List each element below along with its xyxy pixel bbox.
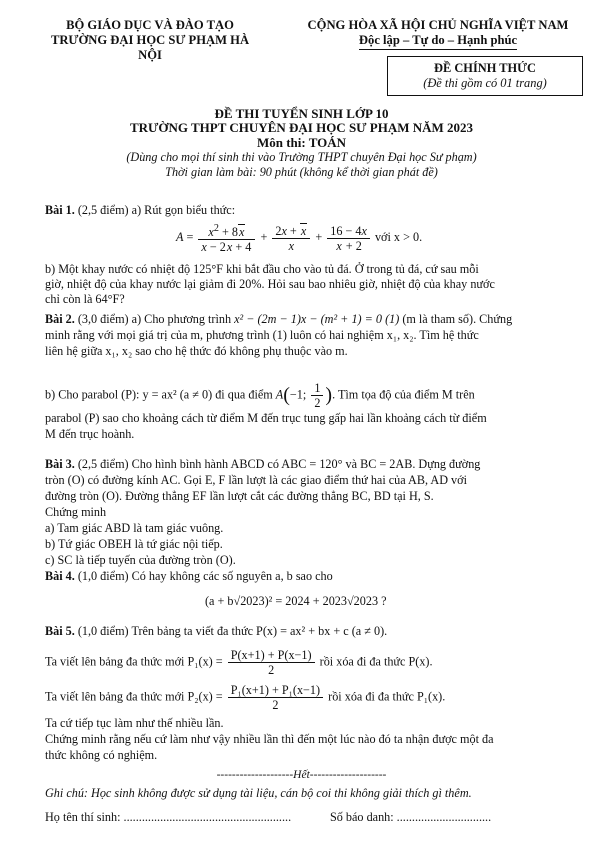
header-right [288,18,588,50]
bai2-line1: Bài 2. (3,0 điểm) a) Cho phương trình x² − (2m − 1)x − (m² + 1) = 0 (1) (m là tham số). Chứng [45,312,513,326]
bai4-equation: (a + b√2023)² = 2024 + 2023√2023 ? [205,594,387,608]
bai5-line6: thức không có nghiệm. [45,748,158,762]
exam-subject: Môn thi: TOÁN [256,135,347,150]
candidate-number-field: Số báo danh: ............................... [330,810,492,824]
exam-title-1: ĐỀ THI TUYỂN SINH LỚP 10 [214,106,389,121]
bai1-expression: A = $\frac{x^2 + 8x}{x - 2x + 4}$ + $\frac{2x + x}{x}$ + $\frac{16 - 4x}{x + 2}$ với x > 0. [176,223,423,255]
bai4-label: Bài 4. [45,569,75,583]
footer-note: Ghi chú: Học sinh không được sử dụng tài liệu, cán bộ coi thi không giải thích gì thêm. [45,786,472,800]
bai1-condition: với x > 0. [374,229,423,244]
bai3-line3: đường tròn (O). Đường thẳng EF lần lượt cắt các đường thẳng BC, BD tại H, S. [45,489,434,503]
republic: CỘNG HÒA XÃ HỘI CHỦ NGHĨA VIỆT NAM [307,18,569,32]
university: TRƯỜNG ĐẠI HỌC SƯ PHẠM HÀ NỘI [50,33,250,62]
bai2-line3: liên hệ giữa x₁, x₂ sao cho hệ thức đó không phụ thuộc vào m. [45,344,348,358]
motto: Độc lập – Tự do – Hạnh phúc [359,33,517,50]
bai3-line4: Chứng minh [45,505,107,519]
bai5-line3: Ta viết lên bảng đa thức mới P₂(x) = $\frac{\text{P₁(x+1) + P₁(x−1)}}{2}$ rồi xóa đi đa thức P₁(x). [45,683,446,712]
end-marker: --------------------Hết-------------------- [216,769,387,781]
header-left [40,18,260,63]
bai1-label: Bài 1. [45,203,75,217]
page-note: (Đề thi gồm có 01 trang) [423,76,547,90]
bai1-b-line2: giờ, nhiệt độ của khay nước lại giảm đi 20%. Hỏi sau bao nhiêu giờ, nhiệt độ của khay nước [45,277,495,291]
exam-scope: (Dùng cho mọi thí sinh thi vào Trường THPT chuyên Đại học Sư phạm) [126,150,477,164]
bai5-line4: Ta cứ tiếp tục làm như thế nhiều lần. [45,716,224,730]
bai3-line1: Bài 3. (2,5 điểm) Cho hình bình hành ABCD có ABC = 120° và BC = 2AB. Dựng đường [45,457,481,471]
bai3-b: b) Tứ giác OBEH là tứ giác nội tiếp. [45,537,223,551]
bai1-line1: Bài 1. (2,5 điểm) a) Rút gọn biểu thức: [45,203,236,217]
bai1-b-line3: chỉ còn là 64°F? [45,292,125,306]
ministry: BỘ GIÁO DỤC VÀ ĐÀO TẠO [66,18,234,32]
bai2-label: Bài 2. [45,312,75,326]
bai3-a: a) Tam giác ABD là tam giác vuông. [45,521,224,535]
bai2-b-line: b) Cho parabol (P): y = ax² (a ≠ 0) đi qua điểm A(−1; $\frac{1}{2}$ ). Tìm tọa độ của điểm M trên [45,381,475,410]
bai1-b-line1: b) Một khay nước có nhiệt độ 125°F khi bắt đầu cho vào tủ đá. Ở trong tủ đá, cứ sau mỗi [45,262,479,276]
bai5-line2: Ta viết lên bảng đa thức mới P₁(x) = $\frac{P(x+1) + P(x-1)}{2}$ rồi xóa đi đa thức P(x). [45,648,433,677]
bai2-line5: parabol (P) sao cho khoảng cách từ điểm M đến trục tung gấp hai lần khoảng cách từ điểm [45,411,487,425]
exam-title-2: TRƯỜNG THPT CHUYÊN ĐẠI HỌC SƯ PHẠM NĂM 2023 [129,120,474,135]
bai3-line2: tròn (O) có đường kính AC. Gọi E, F lần lượt là các giao điểm thứ hai của AB, AD với [45,473,467,487]
official-box [387,56,583,96]
bai3-c: c) SC là tiếp tuyến của đường tròn (O). [45,553,236,567]
bai5-line5: Chứng minh rằng nếu cứ làm như vậy nhiều lần thì đến một lúc nào đó ta nhận được một đa [45,732,494,746]
exam-time: Thời gian làm bài: 90 phút (không kể thời gian phát đề) [165,165,438,179]
bai5-label: Bài 5. [45,624,75,638]
bai2-line6: M đến trục hoành. [45,427,135,441]
official-label: ĐỀ CHÍNH THỨC [434,61,536,75]
bai5-line1: Bài 5. (1,0 điểm) Trên bảng ta viết đa thức P(x) = ax² + bx + c (a ≠ 0). [45,624,388,638]
bai2-line2: minh rằng với mọi giá trị của m, phương trình (1) luôn có hai nghiệm x₁, x₂. Tìm hệ thức [45,328,479,342]
bai4-line1: Bài 4. (1,0 điểm) Có hay không các số nguyên a, b sao cho [45,569,333,583]
bai3-label: Bài 3. [45,457,75,471]
candidate-name-field: Họ tên thí sinh: ....................................................... [45,810,292,824]
